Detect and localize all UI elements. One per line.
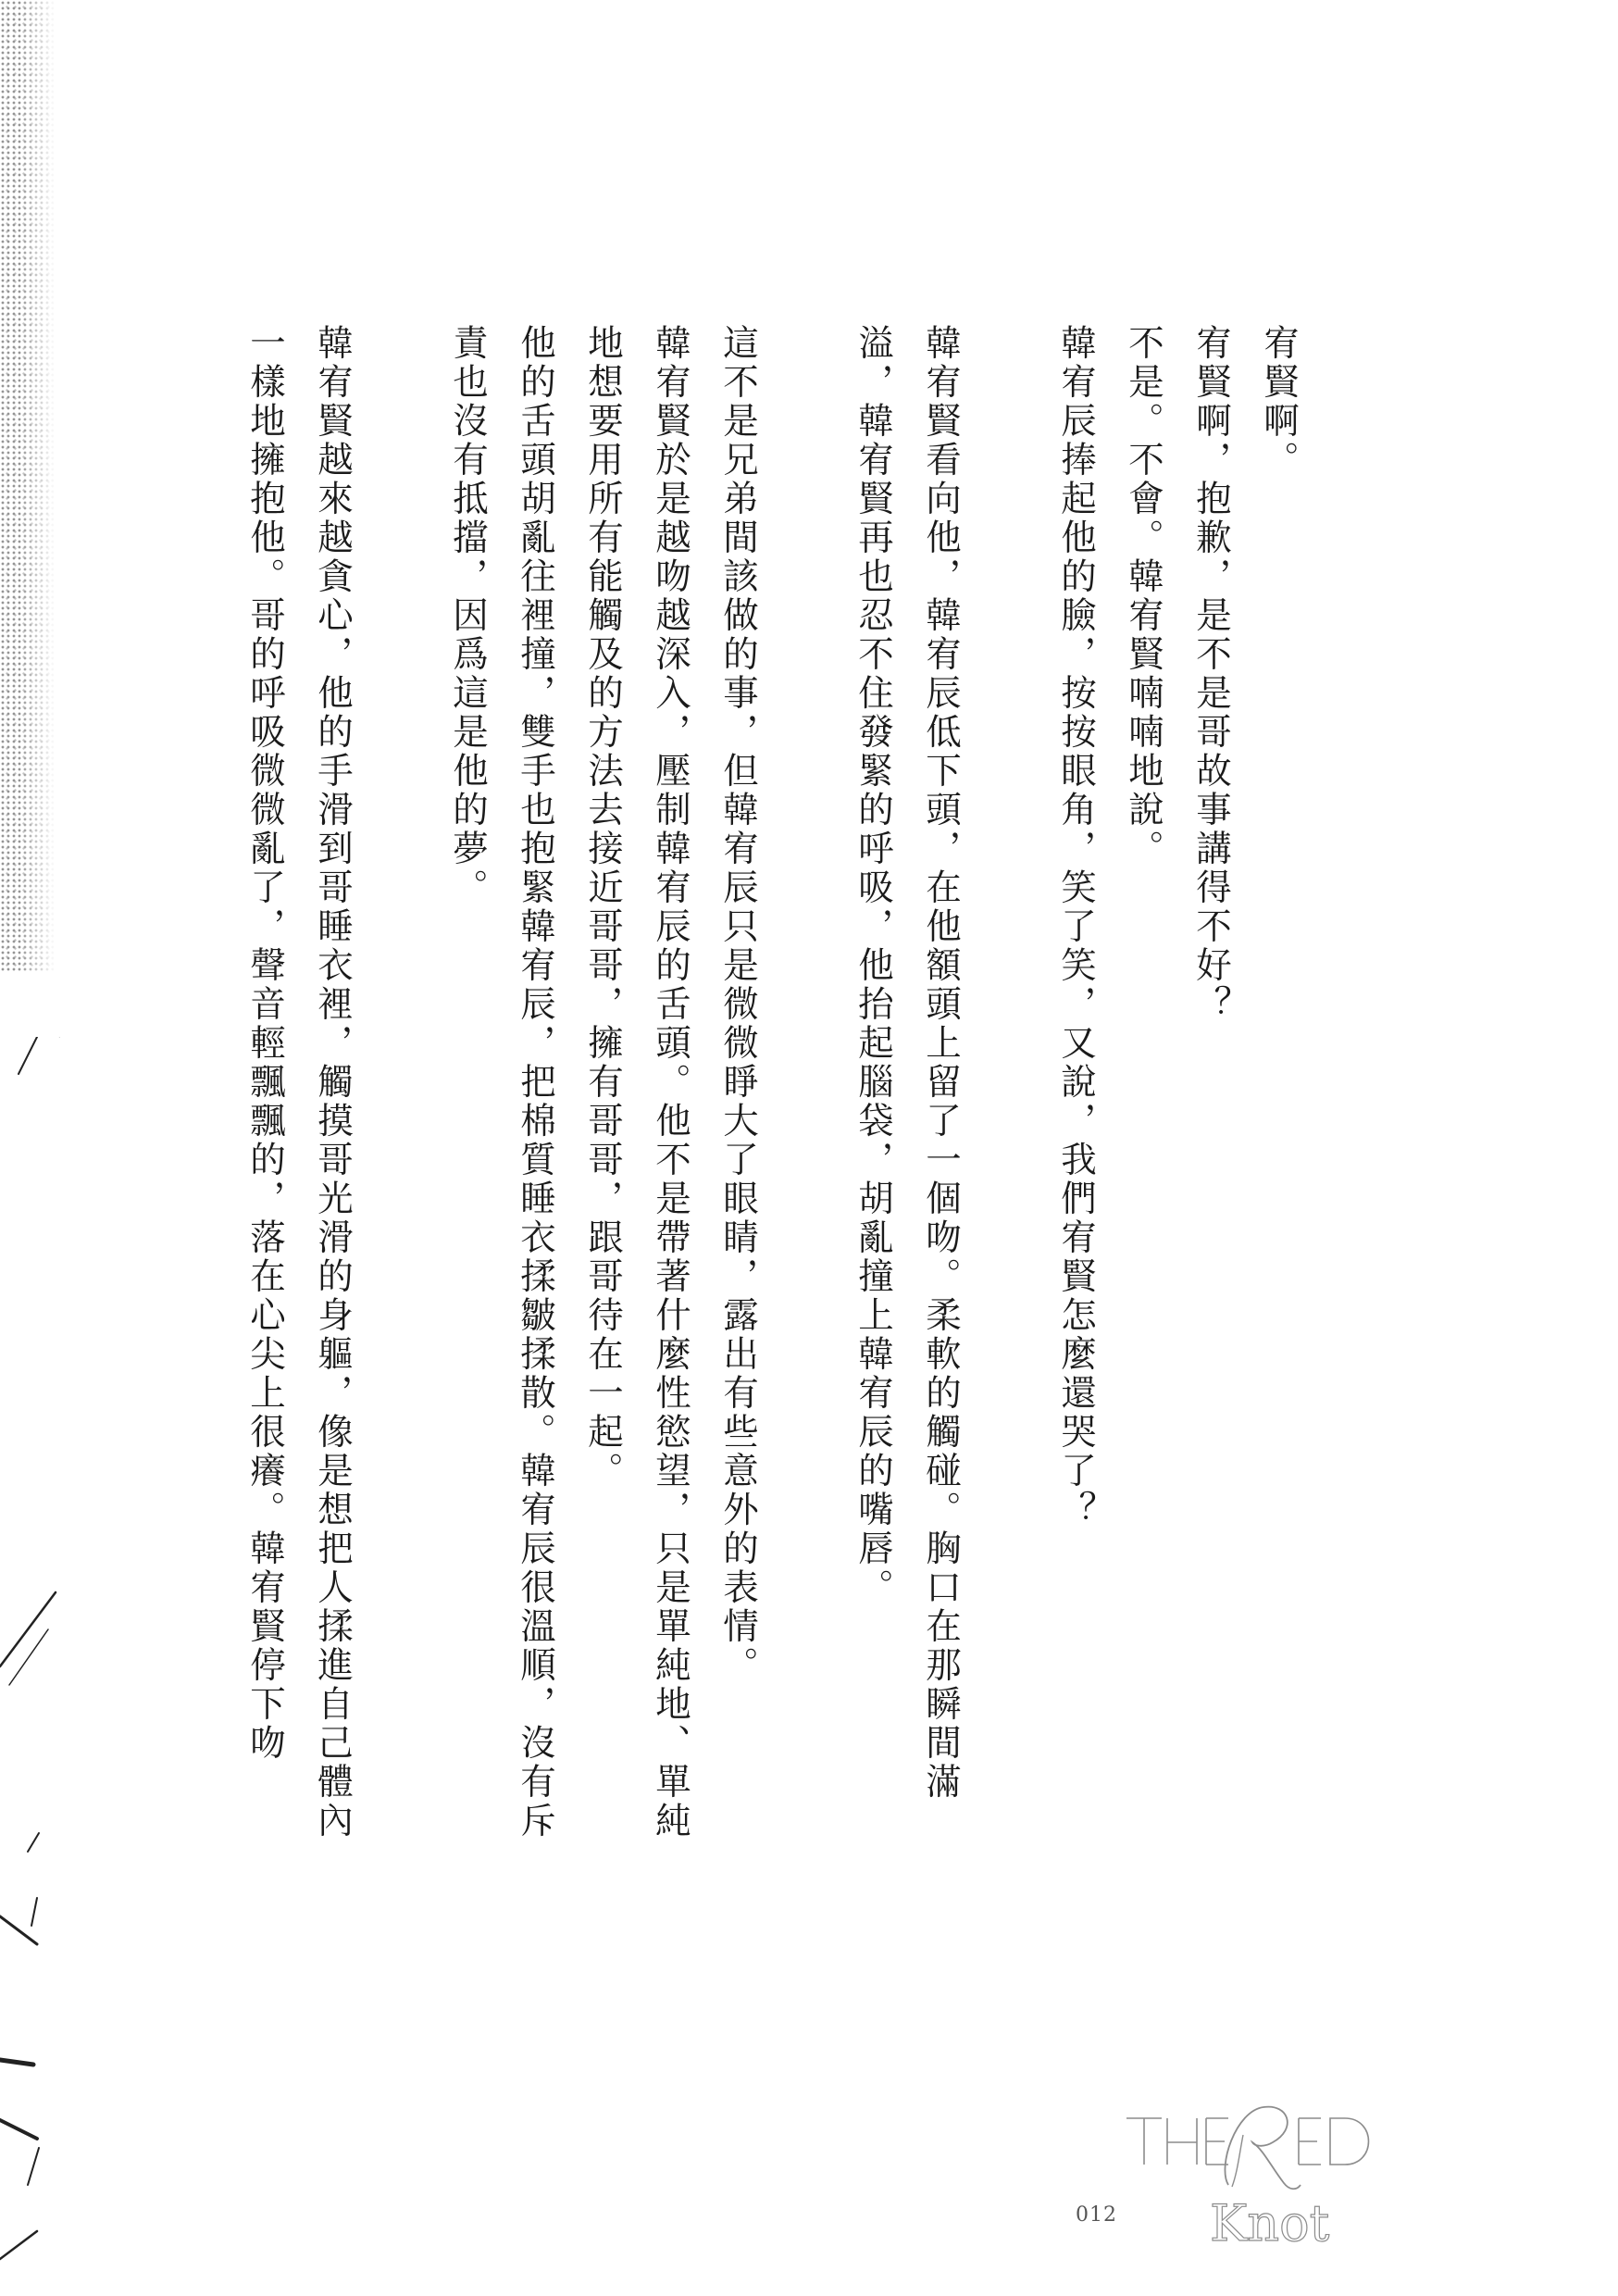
paragraph-7: 韓宥賢於是越吻越深入，壓制韓宥辰的舌頭。他不是帶著什麼性慾望，只是單純地、單純地想要用所有能觸及的方法去接近哥哥，擁有哥哥，跟哥待在一起。 bbox=[582, 324, 691, 1841]
paragraph-5: 韓宥賢看向他，韓宥辰低下頭，在他額頭上留了一個吻。柔軟的觸碰。胸口在那瞬間滿溢，韓宥賢再也忍不住發緊的呼吸，他抬起腦袋，胡亂撞上韓宥辰的嘴唇。 bbox=[853, 324, 962, 1802]
paragraph-4: 韓宥辰捧起他的臉，按按眼角，笑了笑，又說，我們宥賢怎麼還哭了？ bbox=[1055, 324, 1097, 1529]
paragraph-6: 這不是兄弟間該做的事，但韓宥辰只是微微睜大了眼睛，露出有些意外的表情。 bbox=[717, 324, 759, 1685]
paragraph-2: 宥賢啊，抱歉，是不是哥故事講得不好？ bbox=[1190, 324, 1232, 1024]
body-text bbox=[231, 324, 1313, 1842]
the-red-knot-logo bbox=[1125, 2102, 1384, 2259]
edge-illustration bbox=[0, 0, 65, 2296]
logo-knot-text: Knot bbox=[1210, 2194, 1330, 2252]
halftone-pattern bbox=[0, 0, 56, 972]
paragraph-9: 韓宥賢越來越貪心，他的手滑到哥睡衣裡，觸摸哥光滑的身軀，像是想把人揉進自己體內一樣地擁抱他。哥的呼吸微微亂了，聲音輕飄飄的，落在心尖上很癢。韓宥賢停下吻 bbox=[244, 324, 354, 1841]
edge-line-art bbox=[0, 1037, 65, 2296]
paragraph-3: 不是。不會。韓宥賢喃喃地說。 bbox=[1123, 324, 1164, 868]
paragraph-1: 宥賢啊。 bbox=[1258, 324, 1300, 480]
paragraph-8: 他的舌頭胡亂往裡撞，雙手也抱緊韓宥辰，把棉質睡衣揉皺揉散。韓宥辰很溫順，沒有斥責也沒有抵擋，因爲這是他的夢。 bbox=[447, 324, 556, 1841]
page-number: 012 bbox=[1076, 2203, 1117, 2227]
